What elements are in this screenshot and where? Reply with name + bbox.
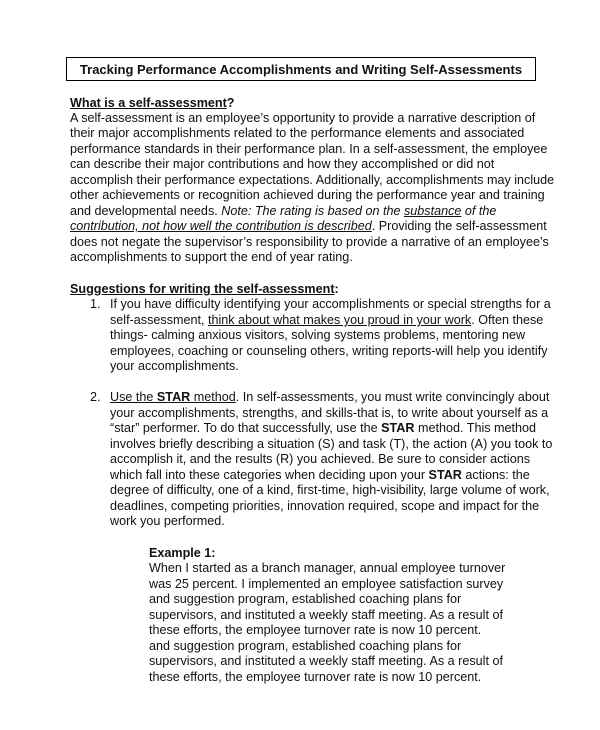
star-text: STAR [428,468,462,482]
proud-text: think about what makes you proud in your work [207,313,472,327]
example-label: Example 1: [149,546,216,560]
document-title: Tracking Performance Accomplishments and Writing Self-Assessments [66,57,536,81]
example-line: supervisors, and instituted a weekly staff meeting. As a result of [149,608,503,622]
paragraph-line: can describe their major contributions and how they accomplished or did not [70,157,495,171]
example-line: and suggestion program, established coaching plans for [149,592,462,606]
star-text: STAR [156,390,191,404]
list-item-line: accomplish it, and the results (R) you achieved. Be sure to consider actions [110,452,530,466]
substance-text: substance [403,204,462,218]
list-item-line: your accomplishments, strengths, and skills-that is, to write about yourself as a [110,406,549,420]
example-line: was 25 percent. I implemented an employee satisfaction survey [149,577,504,591]
text-run: self-assessment, [110,313,208,327]
list-item-line: degree of difficulty, one of a kind, first-time, high-visibility, large volume of work, [110,483,550,497]
example-line: and suggestion program, established coaching plans for [149,639,462,653]
text-run: “star” performer. To do that successfully, use the [110,421,382,435]
heading-text: What is a self-assessment [70,96,227,110]
heading-text: Suggestions for writing the self-assessment [70,282,335,296]
heading-question-mark: ? [226,96,235,110]
paragraph-line: other achievements or recognition achieved during the performance year and training [70,188,545,202]
list-number: 2. [90,390,101,404]
paragraph-line: their major accomplishments related to the performance elements and associated [70,126,525,140]
text-run: . Often these [471,313,544,327]
list-item-line: work you performed. [110,514,225,528]
example-line: supervisors, and instituted a weekly staff meeting. As a result of [149,654,503,668]
star-text: STAR [381,421,415,435]
example-line: When I started as a branch manager, annual employee turnover [149,561,506,575]
example-line: these efforts, the employee turnover rate is now 10 percent. [149,670,482,684]
paragraph-line: A self-assessment is an employee’s opportunity to provide a narrative description of [70,111,536,125]
text-run: which fall into these categories when deciding upon your [110,468,429,482]
paragraph-line: accomplishments to support the end of year rating. [70,250,353,264]
contribution-text: contribution, not how well the contribution is described [70,219,372,233]
paragraph-line [70,204,496,219]
method-text: method [190,390,236,404]
paragraph-line [70,219,547,234]
paragraph-line: does not negate the supervisor’s responsibility to provide a narrative of an employee’s [70,235,549,249]
paragraph-line: performance standards in their performance plan. In a self-assessment, the employee [70,142,548,156]
text-run: . Providing the self-assessment [371,219,547,233]
list-item-line [110,468,530,483]
example-line: these efforts, the employee turnover rate is now 10 percent. [149,623,482,637]
section-heading-what-is [70,96,235,110]
list-item-line [110,421,536,436]
paragraph-line: accomplish their performance expectations. Additionally, accomplishments may include [70,173,555,187]
text-run: actions: the [461,468,530,482]
list-item-line [110,313,543,328]
list-item-line: If you have difficulty identifying your accomplishments or special strengths for a [110,297,551,311]
note-text-end: of the [461,204,497,218]
list-item-line: involves briefly describing a situation (S) and task (T), the action (A) you took to [110,437,553,451]
list-item-line [110,390,549,405]
list-item-line: things- calming anxious visitors, solving systems problems, mentoring new [110,328,526,342]
text-run: method. This method [414,421,537,435]
list-item-line: employees, coaching or counseling others, writing reports-will help you identify [110,344,548,358]
text-run: and developmental needs. [70,204,222,218]
heading-colon: : [334,282,339,296]
use-the-text: Use the [110,390,157,404]
text-run: . In self-assessments, you must write convincingly about [235,390,550,404]
section-heading-suggestions [70,282,339,296]
list-item-line: deadlines, competing priorities, innovation required, scope and impact for the [110,499,540,513]
list-item-line: your accomplishments. [110,359,239,373]
note-text: Note: The rating is based on the [221,204,404,218]
list-number: 1. [90,297,101,311]
